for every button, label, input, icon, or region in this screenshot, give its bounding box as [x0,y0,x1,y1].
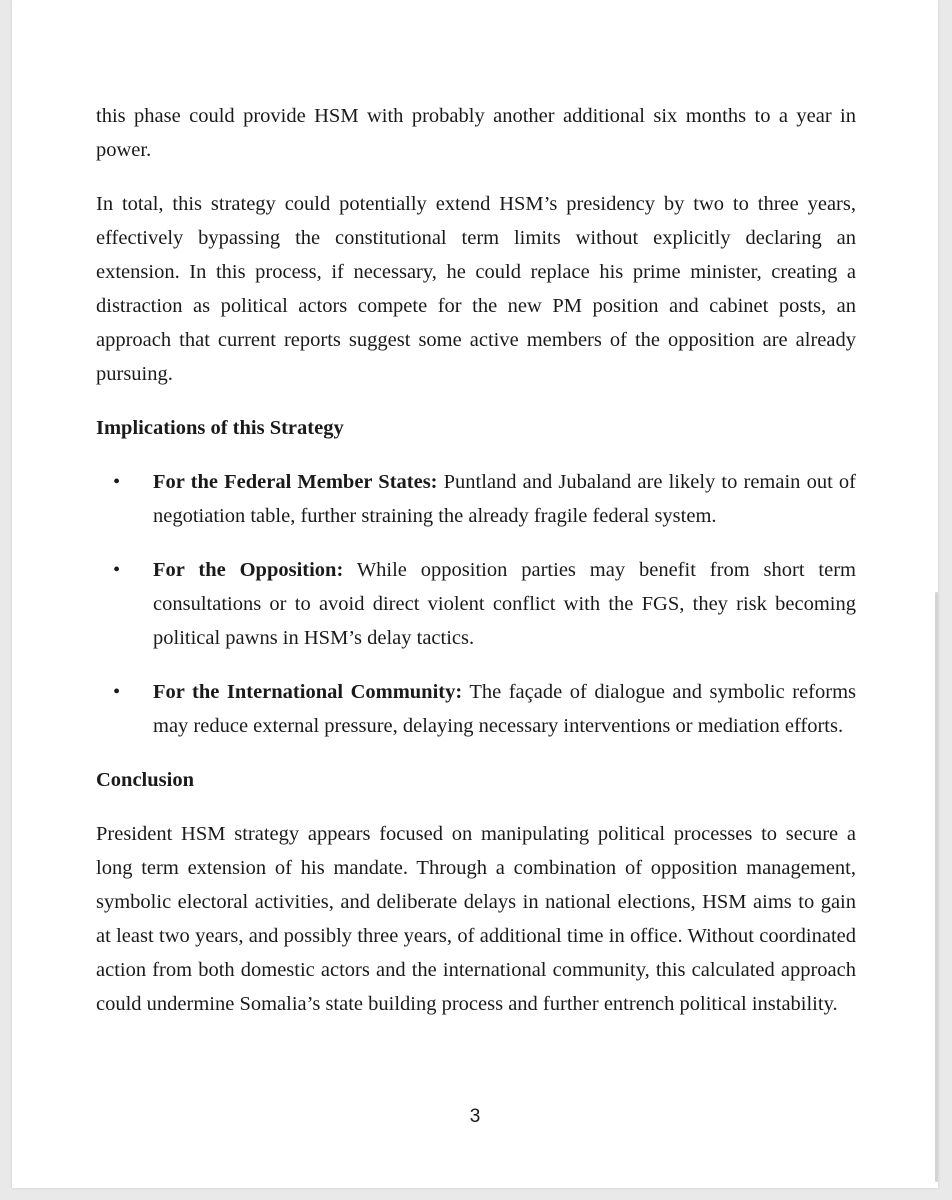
bullet-lead-text: For the Opposition: [153,559,344,581]
bullet-body-text: While opposition parties may benefit from short term consultations or to avoid direct violent conflict with the FGS, they risk becoming political pawns in HSM’s delay tactics. [153,559,856,649]
bullet-body-text: Puntland and Jubaland are likely to remain out of negotiation table, further straining the already fragile federal system. [153,471,856,527]
document-page [12,0,938,1188]
bullet-icon: • [113,471,121,493]
implications-list [96,465,856,743]
bullet-icon: • [113,559,121,581]
scrollbar[interactable] [935,592,938,1182]
paragraph-strategy-extension: In total, this strategy could potentially extend HSM’s presidency by two to three years, effectively bypassing the constitutional term limits without explicitly declaring an extension. In this process, if necessary, he could replace his prime minister, creating a distraction as political actors compete for the new PM position and cabinet posts, an approach that current reports suggest some active members of the opposition are already pursuing. [96,193,856,385]
implications-heading: Implications of this Strategy [96,417,344,439]
bullet-icon: • [113,681,121,703]
paragraph-continuation: this phase could provide HSM with probably another additional six months to a year in power. [96,105,856,161]
conclusion-paragraph: President HSM strategy appears focused on manipulating political processes to secure a long term extension of his mandate. Through a combination of opposition management, symbolic electoral activities, and deliberate delays in national elections, HSM aims to gain at least two years, and possibly three years, of additional time in office. Without coordinated action from both domestic actors and the international community, this calculated approach could undermine Somalia’s state building process and further entrench political instability. [96,823,856,1015]
list-item [96,553,856,655]
bullet-lead-text: For the Federal Member States: [153,471,438,493]
document-body [96,99,856,1041]
list-item [96,675,856,743]
bullet-body-text: The façade of dialogue and symbolic reforms may reduce external pressure, delaying necessary interventions or mediation efforts. [153,681,856,737]
list-item [96,465,856,533]
bullet-lead-text: For the International Community: [153,681,463,703]
conclusion-heading: Conclusion [96,769,194,791]
page-number: 3 [469,1106,481,1127]
